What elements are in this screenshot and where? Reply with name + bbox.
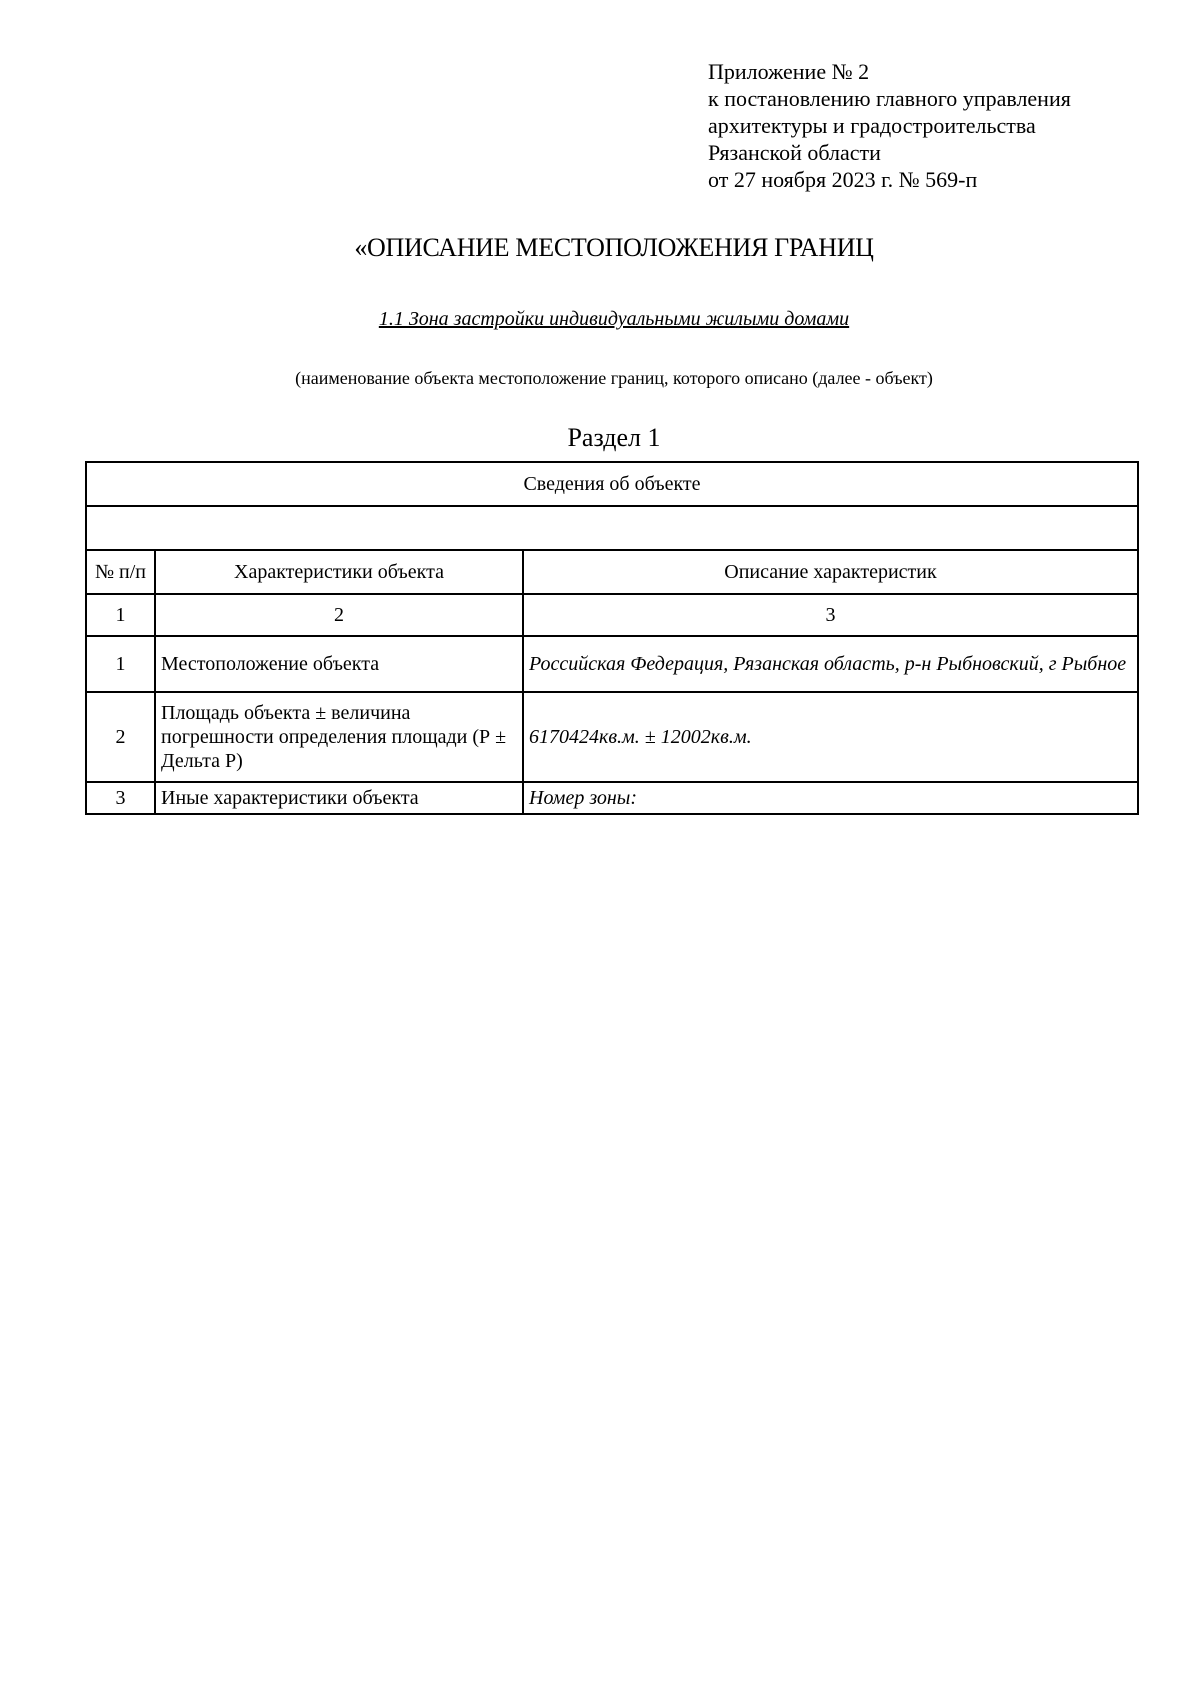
appendix-line: к постановлению главного управления: [708, 86, 1071, 111]
appendix-line: архитектуры и градостроительства: [708, 113, 1036, 138]
row-num: 1: [86, 636, 155, 692]
table-heading: Сведения об объекте: [86, 462, 1138, 506]
table-row: [86, 692, 1138, 782]
table-heading-row: [86, 462, 1138, 506]
document-title: «ОПИСАНИЕ МЕСТОПОЛОЖЕНИЯ ГРАНИЦ: [354, 233, 874, 262]
appendix-line: Рязанской области: [708, 140, 881, 165]
row-characteristic: Площадь объекта ± величина погрешности определения площади (Р ± Дельта Р): [155, 692, 523, 782]
column-index: 1: [86, 594, 155, 636]
column-index: 2: [155, 594, 523, 636]
table-column-header-row: [86, 550, 1138, 594]
table-column-index-row: [86, 594, 1138, 636]
column-header-num: № п/п: [86, 550, 155, 594]
row-characteristic: Местоположение объекта: [155, 636, 523, 692]
row-description: 6170424кв.м. ± 12002кв.м.: [523, 692, 1138, 782]
table-empty-row: [86, 506, 1138, 550]
row-description: Номер зоны:: [523, 782, 1138, 814]
zone-name: 1.1 Зона застройки индивидуальными жилыми домами: [378, 308, 850, 330]
row-num: 2: [86, 692, 155, 782]
appendix-line: от 27 ноября 2023 г. № 569-п: [708, 167, 978, 192]
row-num: 3: [86, 782, 155, 814]
row-description: Российская Федерация, Рязанская область, р-н Рыбновский, г Рыбное: [523, 636, 1138, 692]
column-header-characteristic: Характеристики объекта: [155, 550, 523, 594]
object-info-table: [85, 461, 1139, 815]
column-header-description: Описание характеристик: [523, 550, 1138, 594]
section-title: Раздел 1: [567, 423, 661, 452]
column-index: 3: [523, 594, 1138, 636]
table-row: [86, 782, 1138, 814]
table-row: [86, 636, 1138, 692]
appendix-block: [708, 58, 1148, 193]
object-note: (наименование объекта местоположение границ, которого описано (далее - объект): [295, 368, 933, 388]
appendix-line: Приложение № 2: [708, 59, 870, 84]
row-characteristic: Иные характеристики объекта: [155, 782, 523, 814]
table-empty-cell: [86, 506, 1138, 550]
